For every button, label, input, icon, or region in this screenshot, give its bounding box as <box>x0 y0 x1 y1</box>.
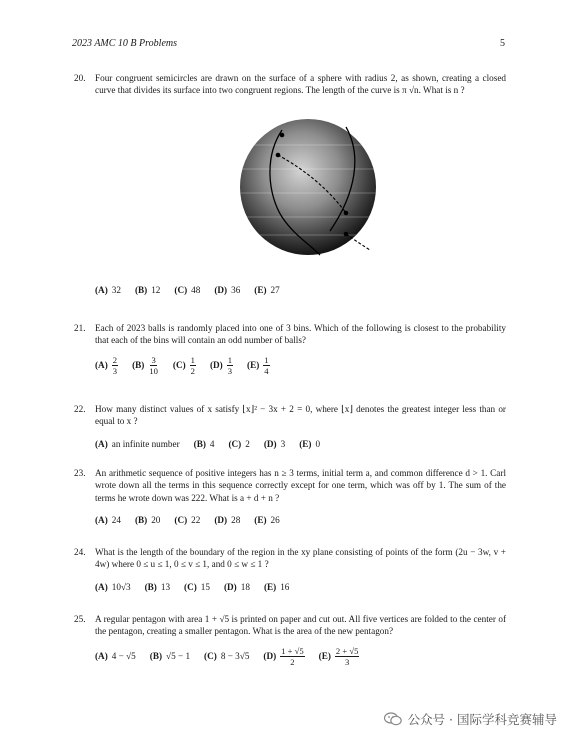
choice-d: (D) 18 <box>223 581 250 592</box>
sphere-body <box>240 119 376 255</box>
problem-20 <box>74 72 506 97</box>
curve-point <box>344 232 349 237</box>
choice-a: (A) 32 <box>95 285 121 295</box>
choice-b: (B) 4 <box>193 438 215 449</box>
problem-number: 20. <box>74 73 86 83</box>
choice-d: (D) 3 <box>263 438 286 449</box>
sphere-figure <box>238 117 378 257</box>
choice-e: (E) $\frac{2 + √5}{3}$ <box>318 645 359 667</box>
choice-a: (A) 4 − √5 <box>95 651 136 662</box>
problem-number: 24. <box>74 547 86 557</box>
choice-e: (E) 0 <box>299 438 321 449</box>
curve-point <box>276 153 281 158</box>
choice-b: (B) 13 <box>144 581 171 592</box>
problem-number: 23. <box>74 468 86 478</box>
problem-text: Each of 2023 balls is randomly placed into one of 3 bins. Which of the following is closest to the probability that each of the bins will contain an odd number of balls? <box>95 323 506 346</box>
choice-d: (D) 28 <box>214 515 241 526</box>
document-title: 2023 AMC 10 B Problems <box>72 38 177 49</box>
sphere-illustration <box>238 117 378 257</box>
problem-25 <box>74 613 506 667</box>
problem-22 <box>74 403 506 450</box>
problem-24 <box>74 546 506 593</box>
choice-e: (E) 27 <box>254 285 280 295</box>
problem-text: Four congruent semicircles are drawn on the surface of a sphere with radius 2, as shown, creating a closed curve that divides its surface into two congruent regions. The length of the curve is π √n. What is n ? <box>95 73 506 96</box>
choice-d: (D) $\frac{1 + √5}{2}$ <box>263 645 304 667</box>
problem-number: 25. <box>74 614 86 624</box>
choice-c: (C) 2 <box>228 438 250 449</box>
choice-b: (B) $\frac{3}{10}$ <box>132 354 158 376</box>
problem-21 <box>74 322 506 376</box>
choice-d: (D) $\frac{1}{3}$ <box>209 354 233 376</box>
problem-text: An arithmetic sequence of positive integers has n ≥ 3 terms, initial term a, and common difference d > 1. Carl wrote down all the terms in this sequence correctly except for one term, which was off by 1. The sum of the terms he wrote down was 222. What is a + d + n ? <box>95 468 506 503</box>
watermark-text: 公众号 · 国际学科竞赛辅导 <box>407 712 557 727</box>
problem-text: How many distinct values of x satisfy ⌊x⌋² − 3x + 2 = 0, where ⌊x⌋ denotes the greatest integer less than or equal to x ? <box>95 404 506 427</box>
choice-d: (D) 36 <box>214 285 241 295</box>
problem-20-choices <box>74 284 506 296</box>
curve-point <box>280 133 285 138</box>
choice-a: (A) an infinite number <box>95 438 180 449</box>
choice-c: (C) 8 − 3√5 <box>204 651 250 662</box>
choice-b: (B) 12 <box>134 285 161 295</box>
choice-c: (C) $\frac{1}{2}$ <box>172 354 195 376</box>
choice-a: (A) 24 <box>95 515 121 526</box>
choice-e: (E) 26 <box>254 515 280 526</box>
choice-e: (E) $\frac{1}{4}$ <box>247 354 269 376</box>
choice-c: (C) 22 <box>174 515 201 526</box>
curve-point <box>344 211 349 216</box>
choice-a: (A) 10√3 <box>95 581 131 592</box>
problem-text: A regular pentagon with area 1 + √5 is printed on paper and cut out. All five vertices are folded to the center of the pentagon, creating a smaller pentagon. What is the area of the new pentagon? <box>95 614 506 637</box>
choice-c: (C) 15 <box>184 581 210 592</box>
wechat-icon <box>384 712 402 726</box>
page-header <box>72 38 505 52</box>
choice-c: (C) 48 <box>174 285 201 295</box>
wechat-watermark <box>384 710 557 728</box>
page-number: 5 <box>500 38 505 49</box>
choice-b: (B) 20 <box>134 515 161 526</box>
problem-number: 22. <box>74 404 86 414</box>
choice-a: (A) $\frac{2}{3}$ <box>95 354 118 376</box>
problem-number: 21. <box>74 323 86 333</box>
problem-23 <box>74 467 506 527</box>
choice-e: (E) 16 <box>263 581 290 592</box>
problem-text: What is the length of the boundary of the region in the xy plane consisting of points of the form (2u − 3w, v + 4w) where 0 ≤ u ≤ 1, 0 ≤ v ≤ 1, and 0 ≤ w ≤ 1 ? <box>95 547 506 570</box>
choice-b: (B) √5 − 1 <box>149 651 191 662</box>
